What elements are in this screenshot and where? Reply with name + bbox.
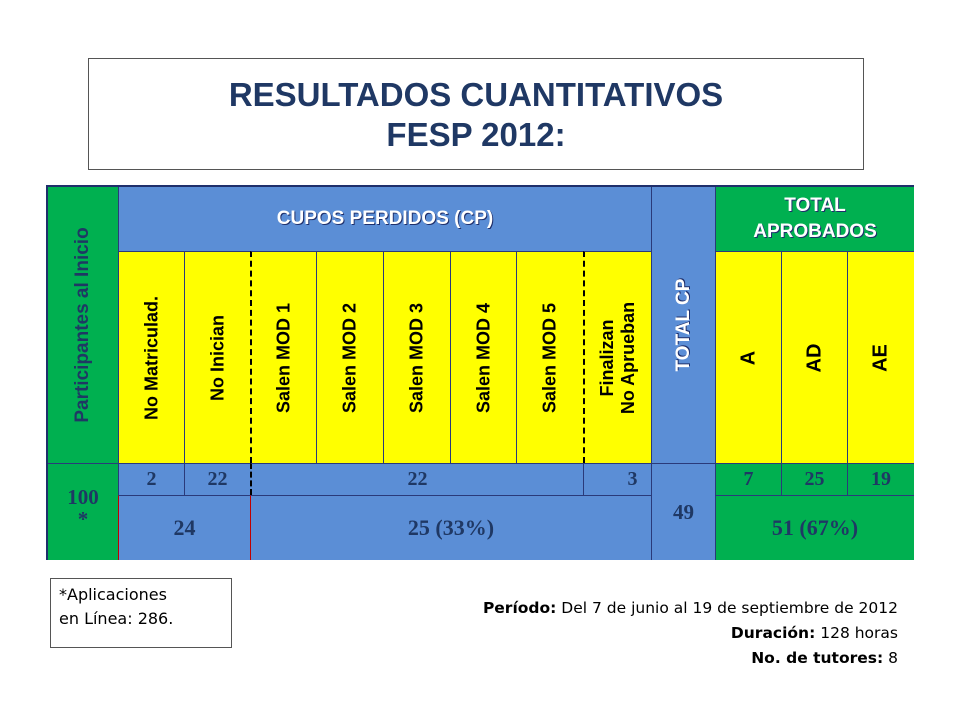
col-salen-mod-4-label: Salen MOD 4 [473,302,493,413]
participants-mark: * [77,507,89,531]
col-salen-mod-2 [316,251,383,463]
tutores-value: 8 [883,649,898,667]
value-no-inician: 22 [184,463,250,495]
value-salen-total: 25 (33%) [250,495,651,560]
duracion-label: Duración: [730,624,816,642]
col-salen-mod-3-label: Salen MOD 3 [406,302,427,413]
col-finalizan-no-aprueban-label [597,301,639,413]
total-aprobados-header [715,187,914,251]
cp-header [118,187,651,251]
total-aprobados-header-label: TOTAL APROBADOS [753,195,877,242]
participants-value-cell [48,463,118,560]
col-ad-label: AD [803,343,825,372]
value-no-matriculad: 2 [118,463,184,495]
value-salen-mod: 22 [250,463,583,495]
col-ad [781,251,847,463]
col-salen-mod-5-label: Salen MOD 5 [539,302,560,413]
col-a-label: A [737,350,759,365]
note-line-1: *Aplicaciones [59,585,167,604]
col-no-matriculad-label: No Matriculad. [141,295,161,420]
col-ae-label: AE [869,343,892,372]
title-box [88,58,864,170]
col-no-inician [184,251,250,463]
cp-header-label: CUPOS PERDIDOS (CP) [276,208,494,229]
title-line-1: RESULTADOS CUANTITATIVOS [228,76,724,113]
value-pre-start-total: 24 [118,495,250,560]
col-salen-mod-1-label: Salen MOD 1 [273,302,294,413]
participants-value: 100 [67,485,99,509]
col-salen-mod-4 [450,251,516,463]
periodo-label: Período: [482,599,557,617]
value-aprobados-total: 51 (67%) [715,495,914,560]
col-no-inician-label: No Inician [207,314,227,401]
info-block [483,596,898,671]
col-no-aprueban-label: No Aprueban [618,301,638,414]
col-salen-mod-2-label: Salen MOD 2 [339,302,360,413]
col-ae [847,251,914,463]
info-tutores [483,646,898,671]
note-line-2: en Línea: 286. [59,609,174,628]
duracion-value: 128 horas [815,624,898,642]
total-cp-header-label: TOTAL CP [672,278,694,372]
title-line-2: FESP 2012: [386,116,566,153]
col-no-matriculad [118,251,184,463]
col-finalizan-label: Finalizan [597,319,617,397]
total-cp-header [651,187,715,463]
periodo-value: Del 7 de junio al 19 de septiembre de 2012 [556,599,898,617]
participants-header [48,187,118,463]
results-table [46,185,914,560]
participants-header-label: Participantes al Inicio [72,227,93,423]
value-ad: 25 [781,463,847,495]
col-finalizan-no-aprueban [583,251,651,463]
note-box [50,578,232,648]
value-finalizan-no-aprueban: 3 [583,463,651,495]
value-a: 7 [715,463,781,495]
tutores-label: No. de tutores: [751,649,884,667]
col-a [715,251,781,463]
col-salen-mod-3 [383,251,450,463]
info-duracion [483,621,898,646]
col-salen-mod-5 [516,251,583,463]
value-ae: 19 [847,463,914,495]
col-salen-mod-1 [250,251,316,463]
info-periodo [483,596,898,621]
value-total-cp: 49 [651,463,715,560]
